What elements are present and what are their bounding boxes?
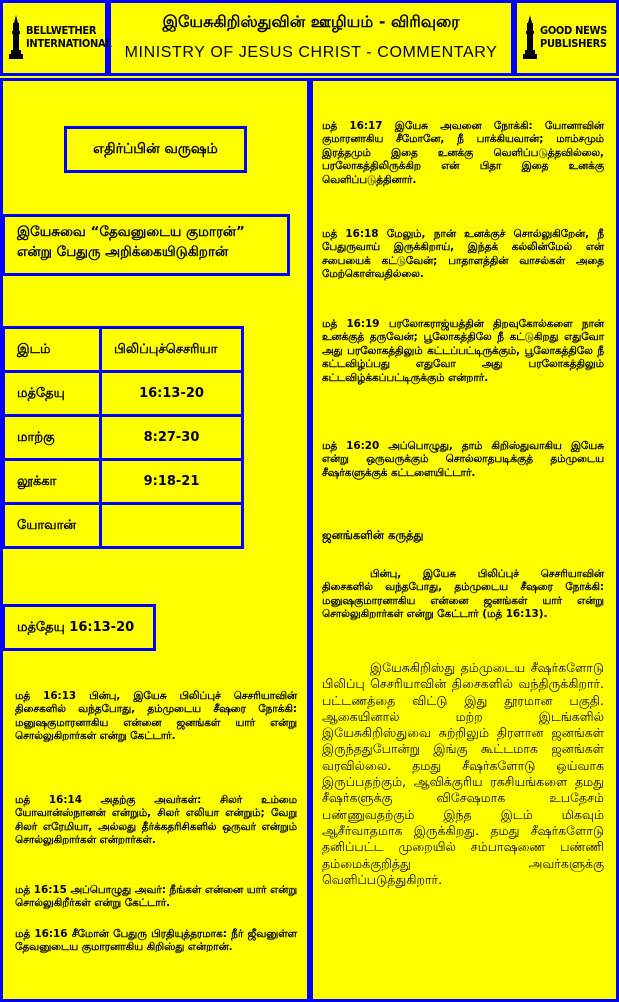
subject-line-2: என்று பேதுரு அறிக்கையிடுகிறான் (17, 244, 229, 260)
section-heading: ஜனங்களின் கருத்து (322, 528, 424, 542)
verse-paragraph: மத் 16:16 சீமோன் பேதுரு பிரதியுத்தரமாக: நீர் ஜீவனுள்ள தேவனுடைய குமாரனாகிய கிறிஸ்து என்றான். (15, 928, 297, 954)
commentary-paragraph: இயேசுகிறிஸ்து தம்முடைய சீஷர்களோடு பிலிப்பு செசரியாவின் திசைகளில் வந்திருக்கிறார். பட்டணத்தை விட்டு இது தூரமான பகுதி. ஆகையினால் மற்ற இடங்களில் இயேசுகிறிஸ்துவை சுற்றிலும் திரளான ஜனங்கள் இருந்ததுபோன்று இங்கு கூட்டமாக ஜனங்கள் வரவில்லை. தமது சீஷர்களோடு ஒய்வாக இருப்பதற்கும், ஆவிக்குரிய ரகசியங்களை தமது சீஷர்களுக்கு விசேஷமாக உபதேசம் பண்ணுவதற்கும் இந்த இடம் மிகவும் ஆசீர்வாதமாக இருக்கிறது. தமது சீஷர்களோடு தனிப்பட்ட முறையில் சம்பாஷணை பண்ணி தம்மைக்குறித்து அவர்களுக்கு வெளிப்படுத்துகிறார். (322, 660, 604, 887)
subject-line-1: இயேசுவை “தேவனுடைய குமாரன்” (17, 224, 245, 240)
summary-paragraph: பின்பு, இயேசு பிலிப்புச் செசரியாவின் திசைகளில் வந்தபோது, தம்முடைய சீஷரை நோக்கி: மனுஷகுமாரனாகிய என்னை ஜனங்கள் யார் என்று சொல்லுகிறார்கள் என்று கேட்டார் (மத் 16:13). (322, 568, 604, 621)
bellwether-logo-box (0, 0, 112, 76)
bell-tower-icon (523, 15, 537, 59)
table-cell-reference: 8:27-30 (101, 416, 243, 460)
year-label-box (64, 126, 247, 173)
table-header-row (4, 328, 243, 372)
table-cell-gospel: லூக்கா (4, 460, 101, 504)
verse-paragraph: மத் 16:14 அதற்கு அவர்கள்: சிலர் உம்மை யோவான்ஸ்நானன் என்றும், சிலர் எலியா என்றும்; வேறு சிலர் எரேமியா, அல்லது தீர்க்கதரிசிகளில் ஒருவர் என்றும் சொல்லுகிறார்கள் என்றார்கள். (15, 794, 297, 847)
left-logo-line2: INTERNATIONAL (26, 37, 112, 50)
table-cell-reference (101, 504, 243, 548)
table-header-cell: இடம் (4, 328, 101, 372)
verse-paragraph: மத் 16:20 அப்பொழுது, தாம் கிறிஸ்துவாகிய இயேசு என்று ஒருவருக்கும் சொல்லாதபடிக்குத் தம்முடைய சீஷர்களுக்குக் கட்டளையிட்டார். (322, 440, 604, 479)
bell-tower-icon (9, 15, 23, 59)
table-cell-gospel: யோவான் (4, 504, 101, 548)
table-row (4, 460, 243, 504)
right-logo-line1: GOOD NEWS (540, 24, 607, 37)
verse-paragraph: மத் 16:15 அப்பொழுது அவர்: நீங்கள் என்னை யார் என்று சொல்லுகிறீர்கள் என்று கேட்டார். (15, 884, 297, 910)
gospel-reference-table (2, 326, 244, 549)
scripture-reference: மத்தேயு 16:13-20 (17, 620, 135, 635)
verse-paragraph: மத் 16:18 மேலும், நான் உனக்குச் சொல்லுகிறேன், நீ பேதுருவாய் இருக்கிறாய், இந்தக் கல்லின்மேல் என் சபையைக் கட்டுவேன்; பாதாளத்தின் வாசல்கள் அதை மேற்கொள்வதில்லை. (322, 228, 604, 281)
table-row (4, 504, 243, 548)
table-cell-gospel: மத்தேயு (4, 372, 101, 416)
year-label: எதிர்ப்பின் வருஷம் (93, 141, 218, 157)
verse-paragraph: மத் 16:19 பரலோகராஜ்யத்தின் திறவுகோல்களை நான் உனக்குத் தருவேன்; பூலோகத்திலே நீ கட்டுகிறது எதுவோ அது பரலோகத்திலும் கட்டப்பட்டிருக்கும், பூலோகத்திலே நீ கட்டவிழ்ப்பது எதுவோ அது பரலோகத்திலும் கட்டவிழ்க்கப்பட்டிருக்கும் என்றார். (322, 318, 604, 384)
table-row (4, 372, 243, 416)
good-news-logo-box (514, 0, 619, 76)
title-box (108, 0, 514, 76)
page-title-tamil: இயேசுகிறிஸ்துவின் ஊழியம் - விரிவுரை (162, 12, 460, 31)
table-cell-reference: 9:18-21 (101, 460, 243, 504)
verse-paragraph: மத் 16:17 இயேசு அவனை நோக்கி: யோனாவின் குமாரனாகிய சீமோனே, நீ பாக்கியவான்; மாம்சமும் இரத்தமும் இதை உனக்கு வெளிப்படுத்தவில்லை, பரலோகத்திலிருக்கிற என் பிதா இதை உனக்கு வெளிப்படுத்தினார். (322, 120, 604, 186)
scripture-reference-box (2, 604, 156, 651)
left-logo-line1: BELLWETHER (26, 24, 97, 37)
page-title-english: MINISTRY OF JESUS CHRIST - COMMENTARY (124, 44, 498, 61)
table-row (4, 416, 243, 460)
table-cell-reference: 16:13-20 (101, 372, 243, 416)
table-header-cell: பிலிப்புச்செசரியா (101, 328, 243, 372)
table-cell-gospel: மாற்கு (4, 416, 101, 460)
right-logo-line2: PUBLISHERS (540, 37, 607, 50)
verse-paragraph: மத் 16:13 பின்பு, இயேசு பிலிப்புச் செசரியாவின் திசைகளில் வந்தபோது, தம்முடைய சீஷரை நோக்கி: மனுஷகுமாரனாகிய என்னை ஜனங்கள் யார் என்று சொல்லுகிறார்கள் என்று கேட்டார். (15, 690, 297, 743)
subject-box (2, 214, 290, 276)
